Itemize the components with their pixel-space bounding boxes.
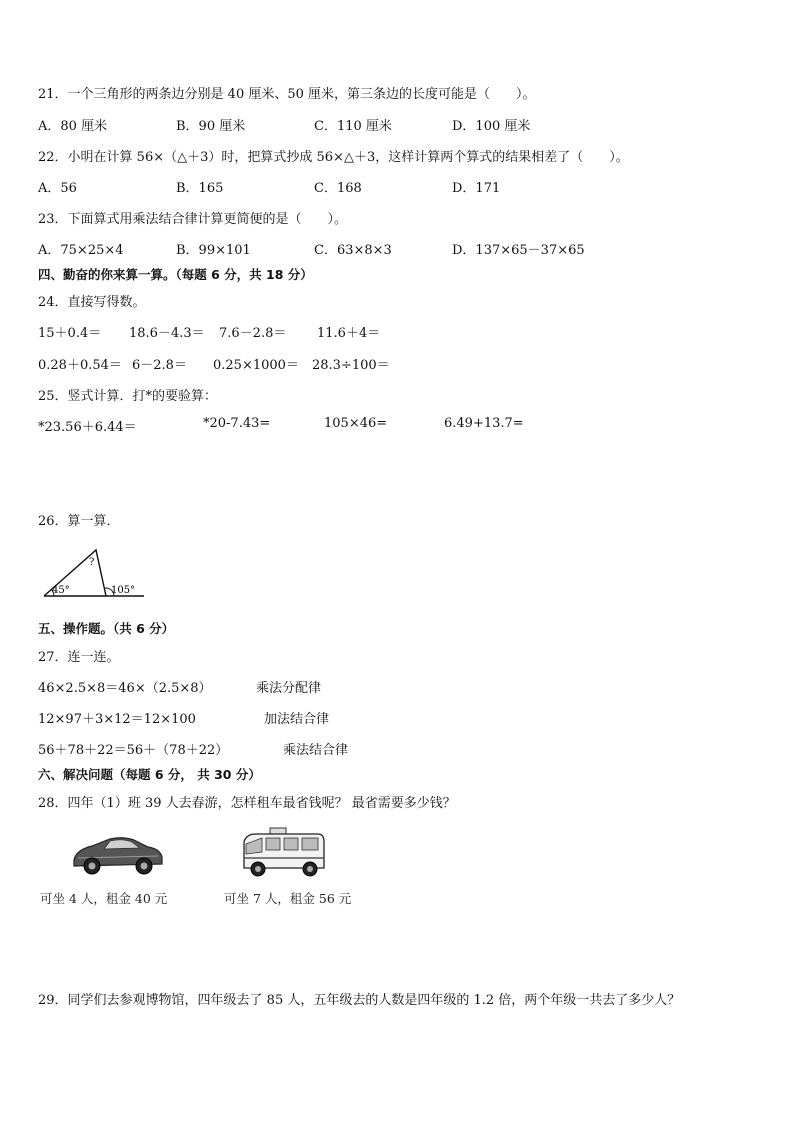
- angle-left-label: 45°: [52, 585, 70, 596]
- section-4-title: 四、勤奋的你来算一算。（每题 6 分，共 18 分）: [38, 267, 313, 282]
- q21-stem: 21．一个三角形的两条边分别是 40 厘米、50 厘米，第三条边的长度可能是（ ）。: [38, 87, 536, 102]
- section-6-title: 六、解决问题（每题 6 分， 共 30 分）: [38, 767, 261, 782]
- q25-stem: 25．竖式计算．打*的要验算：: [38, 389, 218, 404]
- q23-option-a: A．75×25×4: [38, 243, 124, 258]
- q25-item: 6.49+13.7=: [444, 416, 524, 431]
- q24-item: 18.6－4.3＝: [129, 326, 205, 341]
- van-icon: [240, 826, 328, 880]
- q25-item: *23.56＋6.44＝: [38, 420, 137, 435]
- q24-stem: 24．直接写得数。: [38, 295, 146, 310]
- q27-left-item: 56＋78＋22＝56＋（78＋22）: [38, 743, 229, 758]
- triangle-figure: [40, 546, 150, 598]
- q24-item: 11.6＋4＝: [317, 326, 381, 341]
- q23-stem: 23．下面算式用乘法结合律计算更简便的是（ ）。: [38, 212, 348, 227]
- q21-option-c: C．110 厘米: [314, 119, 392, 134]
- q21-option-a: A．80 厘米: [38, 119, 108, 134]
- q24-item: 28.3÷100＝: [312, 358, 390, 373]
- car-icon: [70, 830, 166, 878]
- q27-right-item: 乘法分配律: [256, 681, 322, 696]
- q25-item: 105×46=: [324, 416, 388, 431]
- q23-option-c: C．63×8×3: [314, 243, 392, 258]
- section-5-title: 五、操作题。（共 6 分）: [38, 621, 175, 636]
- q22-option-b: B．165: [176, 181, 224, 196]
- q24-item: 0.25×1000＝: [213, 358, 299, 373]
- q22-option-a: A．56: [38, 181, 77, 196]
- q27-left-item: 12×97＋3×12＝12×100: [38, 712, 196, 727]
- q22-stem: 22．小明在计算 56×（△＋3）时，把算式抄成 56×△＋3，这样计算两个算式的结果相差了（ ）。: [38, 150, 629, 165]
- q25-item: *20-7.43=: [203, 416, 271, 431]
- angle-right-label: 105°: [111, 585, 136, 596]
- car-caption: 可坐 4 人，租金 40 元: [40, 891, 168, 906]
- q26-stem: 26．算一算．: [38, 514, 120, 529]
- q27-right-item: 乘法结合律: [283, 743, 349, 758]
- q22-option-c: C．168: [314, 181, 362, 196]
- q24-item: 15＋0.4＝: [38, 326, 102, 341]
- q21-option-b: B．90 厘米: [176, 119, 246, 134]
- q23-option-b: B．99×101: [176, 243, 251, 258]
- q21-option-d: D．100 厘米: [452, 119, 531, 134]
- q23-option-d: D．137×65－37×65: [452, 243, 585, 258]
- q27-stem: 27．连一连。: [38, 650, 120, 665]
- angle-top-label: ?: [89, 557, 95, 568]
- q28-stem: 28．四年（1）班 39 人去春游，怎样租车最省钱呢？ 最省需要多少钱？: [38, 796, 456, 811]
- q22-option-d: D．171: [452, 181, 501, 196]
- q24-item: 7.6－2.8＝: [219, 326, 287, 341]
- q27-left-item: 46×2.5×8＝46×（2.5×8）: [38, 681, 212, 696]
- q24-item: 0.28＋0.54＝: [38, 358, 122, 373]
- q29-stem: 29．同学们去参观博物馆，四年级去了 85 人，五年级去的人数是四年级的 1.2 倍，两个年级一共去了多少人？: [38, 993, 681, 1008]
- van-caption: 可坐 7 人，租金 56 元: [224, 891, 352, 906]
- q24-item: 6－2.8＝: [132, 358, 187, 373]
- q27-right-item: 加法结合律: [264, 712, 330, 727]
